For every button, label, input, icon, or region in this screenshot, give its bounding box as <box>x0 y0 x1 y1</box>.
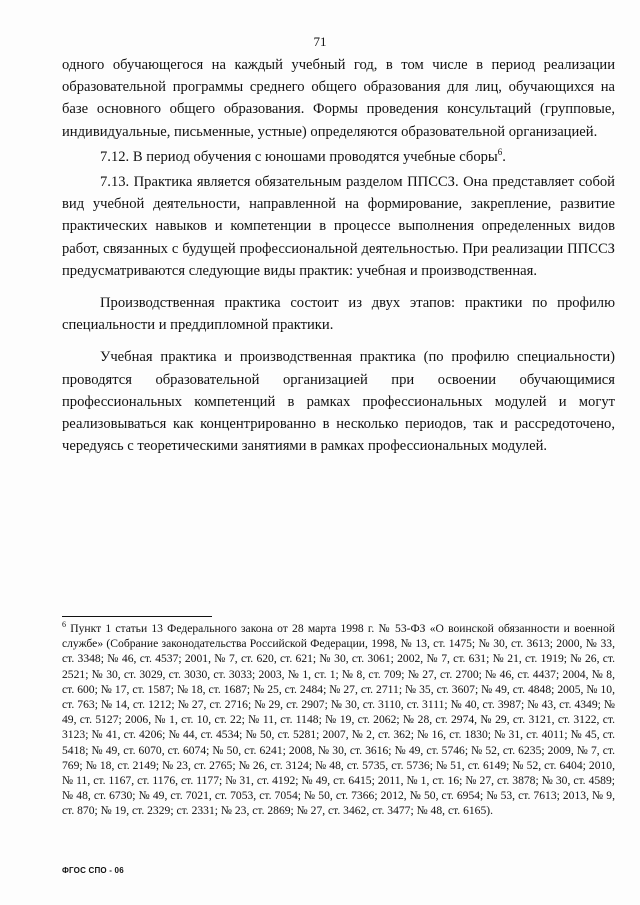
paragraph-continuation: одного обучающегося на каждый учебный год, в том числе в период реализации образовательной программы среднего общего образования для лиц, обучающихся на базе основного общего образования. Формы проведения консультаций (групповые, индивидуальные, письменные, устные) определяются образовательной организацией. <box>62 57 615 140</box>
paragraph-7-12-text: 7.12. В период обучения с юношами проводятся учебные сборы <box>100 148 498 165</box>
footnote-separator <box>62 616 212 617</box>
footnote-reference: 6 <box>497 146 503 157</box>
document-code: ФГОС СПО - 06 <box>62 866 124 875</box>
paragraph-production-practice: Производственная практика состоит из двух этапов: практики по профилю специальности и преддипломной практики. <box>62 295 615 334</box>
footnote-marker: 6 <box>62 620 66 630</box>
main-text <box>62 54 615 457</box>
paragraph-7-13: 7.13. Практика является обязательным разделом ППССЗ. Она представляет собой вид учебной деятельности, направленной на формирование, закрепление, развитие практических навыков и компетенции в процессе выполнения определенных видов работ, связанных с будущей профессиональной деятельностью. При реализации ППССЗ предусматриваются следующие виды практик: учебная и производственная. <box>62 174 615 279</box>
paragraph-educational-practice: Учебная практика и производственная практика (по профилю специальности) проводятся образовательной организацией при освоении обучающимися профессиональных компетенций в рамках профессиональных модулей и могут реализовываться как концентрированно в несколько периодов, так и рассредоточено, чередуясь с теоретическими занятиями в рамках профессиональных модулей. <box>62 349 615 455</box>
page-number: 71 <box>313 34 327 49</box>
footnote <box>62 621 615 819</box>
paragraph-7-12: 7.12. В период обучения с юношами проводятся учебные сборы$^6$. <box>100 146 506 165</box>
footnote-text: Пункт 1 статьи 13 Федерального закона от 28 марта 1998 г. № 53-ФЗ «О воинской обязанности и военной службе» (Собрание законодательства Российской Федерации, 1998, № 13, ст. 1475; № 30, ст. 3613; 2000, № 33, ст. 3348; № 46, ст. 4537; 2001, № 7, ст. 620, ст. 621; № 30, ст. 3061; 2002, № 7, ст. 631; № 21, ст. 1919; № 26, ст. 2521; № 30, ст. 3029, ст. 3030, ст. 3033; 2003, № 1, ст. 1; № 8, ст. 709; № 27, ст. 2700; № 46, ст. 4437; 2004, № 8, ст. 600; № 17, ст. 1587; № 18, ст. 1687; № 25, ст. 2484; № 27, ст. 2711; № 35, ст. 3607; № 49, ст. 4848; 2005, № 10, ст. 763; № 14, ст. 1212; № 27, ст. 2716; № 29, ст. 2907; № 30, ст. 3110, ст. 3111; № 40, ст. 3987; № 43, ст. 4349; № 49, ст. 5127; 2006, № 1, ст. 10, ст. 22; № 11, ст. 1148; № 19, ст. 2062; № 28, ст. 2974, № 29, ст. 3121, ст. 3122, ст. 3123; № 41, ст. 4206; № 44, ст. 4534; № 50, ст. 5281; 2007, № 2, ст. 362; № 16, ст. 1830; № 31, ст. 4011; № 45, ст. 5418; № 49, ст. 6070, ст. 6074; № 50, ст. 6241; 2008, № 30, ст. 3616; № 49, ст. 5746; № 52, ст. 6235; 2009, № 7, ст. 769; № 18, ст. 2149; № 23, ст. 2765; № 26, ст. 3124; № 48, ст. 5735, ст. 5736; № 51, ст. 6149; № 52, ст. 6404; 2010, № 11, ст. 1167, ст. 1176, ст. 1177; № 31, ст. 4192; № 49, ст. 6415; 2011, № 1, ст. 16; № 27, ст. 3878; № 30, ст. 4589; № 48, ст. 6730; № 49, ст. 7021, ст. 7053, ст. 7054; № 50, ст. 7366; 2012, № 50, ст. 6954; № 53, ст. 7613; 2013, № 9, ст. 870; № 19, ст. 2329; ст. 2331; № 23, ст. 2869; № 27, ст. 3462, ст. 3477; № 48, ст. 6165). <box>62 622 615 818</box>
